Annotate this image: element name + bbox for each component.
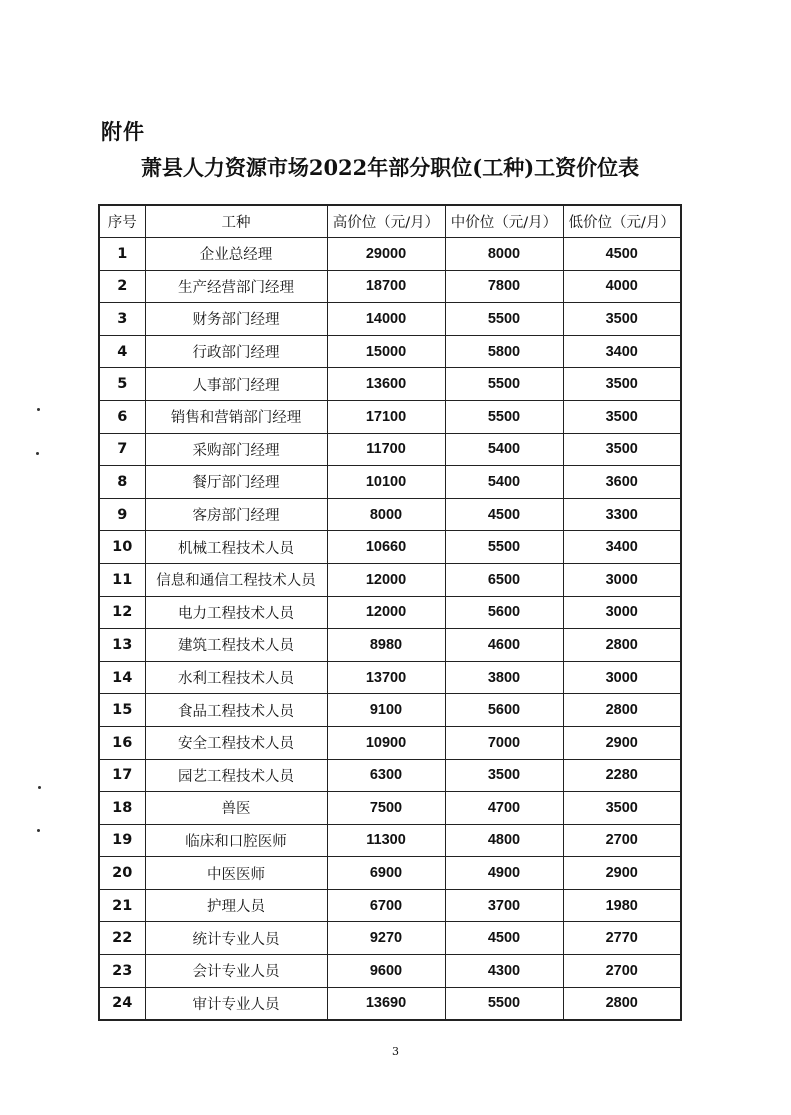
row-low-price: 2800 — [563, 694, 681, 727]
row-mid-price: 5800 — [445, 335, 563, 368]
row-job-type: 食品工程技术人员 — [145, 694, 327, 727]
table-row — [99, 596, 681, 629]
row-mid-price: 8000 — [445, 238, 563, 271]
table-row — [99, 433, 681, 466]
row-job-type: 中医医师 — [145, 857, 327, 890]
row-high-price: 7500 — [327, 792, 445, 825]
row-low-price: 3500 — [563, 303, 681, 336]
row-seq: 19 — [99, 824, 145, 857]
row-low-price: 2700 — [563, 955, 681, 988]
attachment-label: 附件 — [101, 120, 145, 144]
row-low-price: 3000 — [563, 661, 681, 694]
row-seq: 17 — [99, 759, 145, 792]
row-low-price: 2280 — [563, 759, 681, 792]
table-row — [99, 400, 681, 433]
row-mid-price: 5500 — [445, 400, 563, 433]
table-row — [99, 661, 681, 694]
row-mid-price: 4700 — [445, 792, 563, 825]
row-low-price: 3500 — [563, 368, 681, 401]
table-row — [99, 857, 681, 890]
row-mid-price: 5400 — [445, 433, 563, 466]
row-job-type: 建筑工程技术人员 — [145, 629, 327, 662]
row-high-price: 8980 — [327, 629, 445, 662]
table-row — [99, 759, 681, 792]
row-high-price: 13600 — [327, 368, 445, 401]
row-low-price: 2900 — [563, 857, 681, 890]
table-row — [99, 955, 681, 988]
row-job-type: 临床和口腔医师 — [145, 824, 327, 857]
table-row — [99, 792, 681, 825]
row-seq: 11 — [99, 563, 145, 596]
row-low-price: 3400 — [563, 531, 681, 564]
row-job-type: 销售和营销部门经理 — [145, 400, 327, 433]
row-seq: 14 — [99, 661, 145, 694]
table-row — [99, 368, 681, 401]
row-high-price: 6300 — [327, 759, 445, 792]
row-high-price: 11700 — [327, 433, 445, 466]
row-high-price: 8000 — [327, 498, 445, 531]
row-seq: 3 — [99, 303, 145, 336]
row-mid-price: 3500 — [445, 759, 563, 792]
row-seq: 7 — [99, 433, 145, 466]
row-seq: 12 — [99, 596, 145, 629]
row-job-type: 机械工程技术人员 — [145, 531, 327, 564]
table-body — [99, 238, 681, 1021]
table-row — [99, 824, 681, 857]
table-row — [99, 889, 681, 922]
row-job-type: 人事部门经理 — [145, 368, 327, 401]
row-high-price: 17100 — [327, 400, 445, 433]
scan-speck — [37, 408, 40, 411]
header-high-price: 高价位（元/月） — [327, 205, 445, 238]
row-seq: 20 — [99, 857, 145, 890]
row-job-type: 财务部门经理 — [145, 303, 327, 336]
row-mid-price: 5600 — [445, 694, 563, 727]
table-row — [99, 694, 681, 727]
row-seq: 13 — [99, 629, 145, 662]
row-job-type: 会计专业人员 — [145, 955, 327, 988]
table-row — [99, 498, 681, 531]
table-row — [99, 466, 681, 499]
row-high-price: 18700 — [327, 270, 445, 303]
header-seq: 序号 — [99, 205, 145, 238]
row-low-price: 2800 — [563, 987, 681, 1020]
row-seq: 6 — [99, 400, 145, 433]
row-high-price: 9100 — [327, 694, 445, 727]
scan-speck — [38, 786, 41, 789]
row-job-type: 客房部门经理 — [145, 498, 327, 531]
row-mid-price: 3800 — [445, 661, 563, 694]
row-mid-price: 5500 — [445, 987, 563, 1020]
row-job-type: 审计专业人员 — [145, 987, 327, 1020]
header-job-type: 工种 — [145, 205, 327, 238]
row-seq: 22 — [99, 922, 145, 955]
row-low-price: 2770 — [563, 922, 681, 955]
row-high-price: 6700 — [327, 889, 445, 922]
row-low-price: 2900 — [563, 726, 681, 759]
row-seq: 15 — [99, 694, 145, 727]
row-seq: 18 — [99, 792, 145, 825]
row-low-price: 3000 — [563, 563, 681, 596]
row-mid-price: 5400 — [445, 466, 563, 499]
row-mid-price: 4500 — [445, 922, 563, 955]
row-low-price: 3000 — [563, 596, 681, 629]
row-job-type: 企业总经理 — [145, 238, 327, 271]
table-row — [99, 303, 681, 336]
row-seq: 16 — [99, 726, 145, 759]
row-high-price: 10900 — [327, 726, 445, 759]
row-high-price: 13700 — [327, 661, 445, 694]
row-high-price: 9600 — [327, 955, 445, 988]
row-job-type: 采购部门经理 — [145, 433, 327, 466]
row-high-price: 29000 — [327, 238, 445, 271]
row-high-price: 12000 — [327, 563, 445, 596]
table-row — [99, 563, 681, 596]
row-mid-price: 4600 — [445, 629, 563, 662]
row-low-price: 3500 — [563, 792, 681, 825]
table-row — [99, 335, 681, 368]
row-seq: 2 — [99, 270, 145, 303]
table-row — [99, 238, 681, 271]
table-row — [99, 726, 681, 759]
row-high-price: 15000 — [327, 335, 445, 368]
row-low-price: 1980 — [563, 889, 681, 922]
row-seq: 9 — [99, 498, 145, 531]
header-low-price: 低价位（元/月） — [563, 205, 681, 238]
row-high-price: 14000 — [327, 303, 445, 336]
row-high-price: 6900 — [327, 857, 445, 890]
row-seq: 21 — [99, 889, 145, 922]
row-low-price: 2700 — [563, 824, 681, 857]
document-title: 萧县人力资源市场2022年部分职位(工种)工资价位表 — [140, 155, 640, 180]
row-low-price: 2800 — [563, 629, 681, 662]
row-low-price: 4500 — [563, 238, 681, 271]
row-job-type: 水利工程技术人员 — [145, 661, 327, 694]
row-job-type: 安全工程技术人员 — [145, 726, 327, 759]
row-high-price: 13690 — [327, 987, 445, 1020]
row-seq: 10 — [99, 531, 145, 564]
row-low-price: 4000 — [563, 270, 681, 303]
scan-speck — [37, 829, 40, 832]
row-mid-price: 6500 — [445, 563, 563, 596]
page-number: 3 — [392, 1045, 399, 1058]
row-low-price: 3500 — [563, 433, 681, 466]
table-row — [99, 531, 681, 564]
row-seq: 24 — [99, 987, 145, 1020]
row-high-price: 12000 — [327, 596, 445, 629]
row-job-type: 统计专业人员 — [145, 922, 327, 955]
row-job-type: 兽医 — [145, 792, 327, 825]
row-mid-price: 7000 — [445, 726, 563, 759]
row-seq: 4 — [99, 335, 145, 368]
row-mid-price: 4500 — [445, 498, 563, 531]
scan-speck — [36, 452, 39, 455]
row-job-type: 生产经营部门经理 — [145, 270, 327, 303]
row-job-type: 护理人员 — [145, 889, 327, 922]
row-mid-price: 5500 — [445, 531, 563, 564]
row-job-type: 信息和通信工程技术人员 — [145, 563, 327, 596]
row-job-type: 电力工程技术人员 — [145, 596, 327, 629]
row-seq: 1 — [99, 238, 145, 271]
row-high-price: 9270 — [327, 922, 445, 955]
row-mid-price: 5600 — [445, 596, 563, 629]
table-row — [99, 987, 681, 1020]
row-mid-price: 7800 — [445, 270, 563, 303]
row-high-price: 10660 — [327, 531, 445, 564]
row-high-price: 10100 — [327, 466, 445, 499]
row-job-type: 行政部门经理 — [145, 335, 327, 368]
row-low-price: 3500 — [563, 400, 681, 433]
row-mid-price: 4300 — [445, 955, 563, 988]
row-low-price: 3300 — [563, 498, 681, 531]
table-row — [99, 629, 681, 662]
row-mid-price: 5500 — [445, 368, 563, 401]
row-mid-price: 5500 — [445, 303, 563, 336]
row-seq: 23 — [99, 955, 145, 988]
row-low-price: 3400 — [563, 335, 681, 368]
row-mid-price: 3700 — [445, 889, 563, 922]
header-row — [99, 205, 681, 238]
header-mid-price: 中价位（元/月） — [445, 205, 563, 238]
row-job-type: 园艺工程技术人员 — [145, 759, 327, 792]
salary-table — [98, 204, 682, 1021]
table-row — [99, 922, 681, 955]
row-seq: 5 — [99, 368, 145, 401]
row-low-price: 3600 — [563, 466, 681, 499]
table-row — [99, 270, 681, 303]
row-mid-price: 4900 — [445, 857, 563, 890]
row-high-price: 11300 — [327, 824, 445, 857]
row-job-type: 餐厅部门经理 — [145, 466, 327, 499]
row-seq: 8 — [99, 466, 145, 499]
row-mid-price: 4800 — [445, 824, 563, 857]
table-header — [99, 205, 681, 238]
